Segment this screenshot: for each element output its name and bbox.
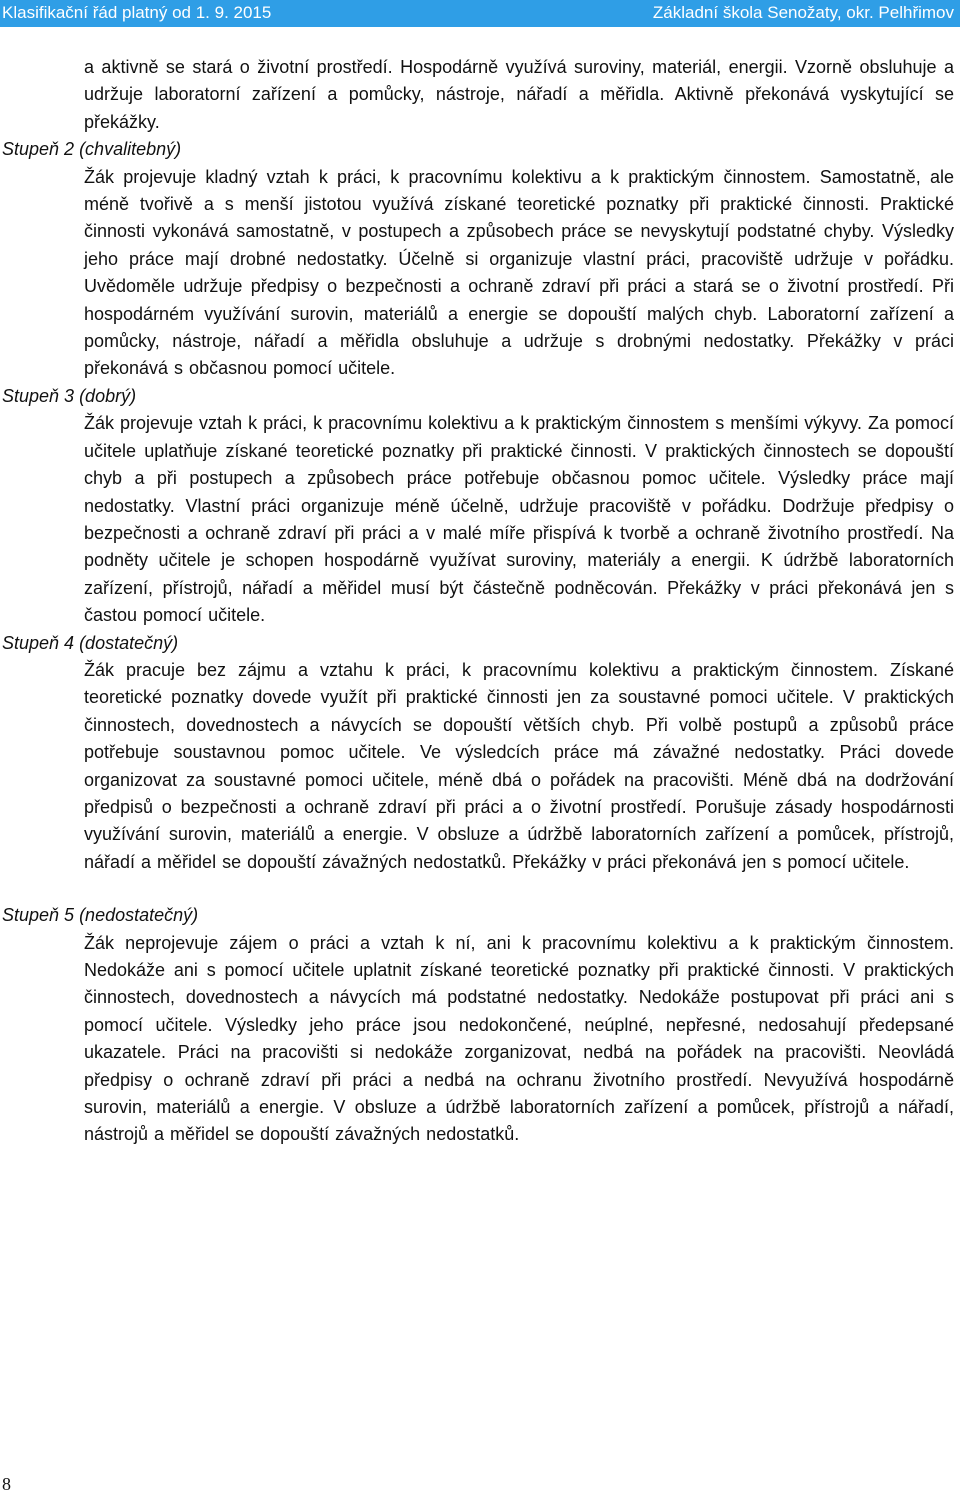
grade-description: Žák projevuje vztah k práci, k pracovnímu kolektivu a k praktickým činnostem s menšími výkyvy. Za pomocí učitele uplatňuje získané teoretické poznatky při praktické činnosti. V praktických činnostech se dopouští chyb a při postupech a způsobech práce potřebuje občasnou pomoc učitele. Výsledky práce mají nedostatky. Vlastní práci organizuje méně účelně, udržuje pracoviště v pořádku. Dodržuje předpisy o bezpečnosti a ochraně zdraví při práci a v malé míře přispívá k tvorbě a ochraně životního prostředí. Na podněty učitele je schopen hospodárně využívat suroviny, materiály a energii. K údržbě laboratorních zařízení, přístrojů, nářadí a měřidel musí být částečně podněcován. Překážky v práci překonává jen s častou pomocí učitele. (84, 413, 954, 626)
page-number: 8 (2, 1474, 11, 1494)
page-header (0, 0, 960, 27)
grade-section-3 (0, 383, 960, 630)
grade-heading: Stupeň 2 (chvalitebný) (2, 139, 182, 160)
grade-heading: Stupeň 4 (dostatečný) (2, 632, 179, 653)
grade-heading: Stupeň 5 (nedostatečný) (2, 905, 199, 926)
document-body (0, 54, 960, 1149)
grade-heading: Stupeň 3 (dobrý) (2, 385, 137, 406)
grade-section-4 (0, 630, 960, 877)
grade-section-5 (0, 902, 960, 1149)
intro-paragraph: a aktivně se stará o životní prostředí. Hospodárně využívá suroviny, materiál, energii. Vzorně obsluhuje a udržuje laboratorní zařízení a pomůcky, nástroje, nářadí a měřidla. Aktivně překonává vyskytující se překážky. (84, 57, 954, 132)
grade-section-2 (0, 136, 960, 383)
grade-description: Žák neprojevuje zájem o práci a vztah k ní, ani k pracovnímu kolektivu a k praktickým činnostem. Nedokáže ani s pomocí učitele uplatnit získané teoretické poznatky při praktické činnosti. V praktických činnostech, dovednostech a návycích má podstatné nedostatky. Nedokáže postupovat při práci ani s pomocí učitele. Výsledky jeho práce jsou nedokončené, neúplné, nepřesné, nedosahují předepsané ukazatele. Práci na pracovišti si nedokáže zorganizovat, nedbá na pořádek na pracovišti. Neovládá předpisy o ochraně zdraví při práci a nedbá na ochranu životního prostředí. Nevyužívá hospodárně surovin, materiálů a energie. V obsluze a údržbě laboratorních zařízení a pomůcek, přístrojů a nářadí, nástrojů a měřidel se dopouští závažných nedostatků. (84, 932, 954, 1145)
header-document-title: Klasifikační řád platný od 1. 9. 2015 (2, 3, 272, 22)
grade-description: Žák pracuje bez zájmu a vztahu k práci, k pracovnímu kolektivu a praktickým činnostem. Získané teoretické poznatky dovede využít při praktické činnosti jen za soustavné pomoci učitele. V praktických činnostech, dovednostech a návycích se dopouští větších chyb. Při volbě postupů a způsobů práce potřebuje soustavnou pomoc učitele. Ve výsledcích práce má závažné nedostatky. Práci dovede organizovat za soustavné pomoci učitele, méně dbá o pořádek na pracovišti. Méně dbá na dodržování předpisů o bezpečnosti a ochraně zdraví při práci a o životní prostředí. Porušuje zásady hospodárnosti využívání surovin, materiálů a energie. V obsluze a údržbě laboratorních zařízení a pomůcek, přístrojů, nářadí a měřidel se dopouští závažných nedostatků. Překážky v práci překonává jen s pomocí učitele. (84, 659, 954, 872)
section-spacer (0, 876, 960, 902)
header-school-name: Základní škola Senožaty, okr. Pelhřimov (652, 3, 954, 22)
grade-description: Žák projevuje kladný vztah k práci, k pracovnímu kolektivu a k praktickým činnostem. Samostatně, ale méně tvořivě a s menší jistotou využívá získané teoretické poznatky při praktické činnosti. Praktické činnosti vykonává samostatně, v postupech a způsobech práce se nevyskytují podstatné chyby. Výsledky jeho práce mají drobné nedostatky. Účelně si organizuje vlastní práci, pracoviště udržuje v pořádku. Uvědoměle udržuje předpisy o bezpečnosti a ochraně zdraví při práci a stará se o životní prostředí. Při hospodárném využívání surovin, materiálů a energie se dopouští malých chyb. Laboratorní zařízení a pomůcky, nástroje, nářadí a měřidla obsluhuje a udržuje s drobnými nedostatky. Překážky v práci překonává s občasnou pomocí učitele. (84, 166, 954, 379)
